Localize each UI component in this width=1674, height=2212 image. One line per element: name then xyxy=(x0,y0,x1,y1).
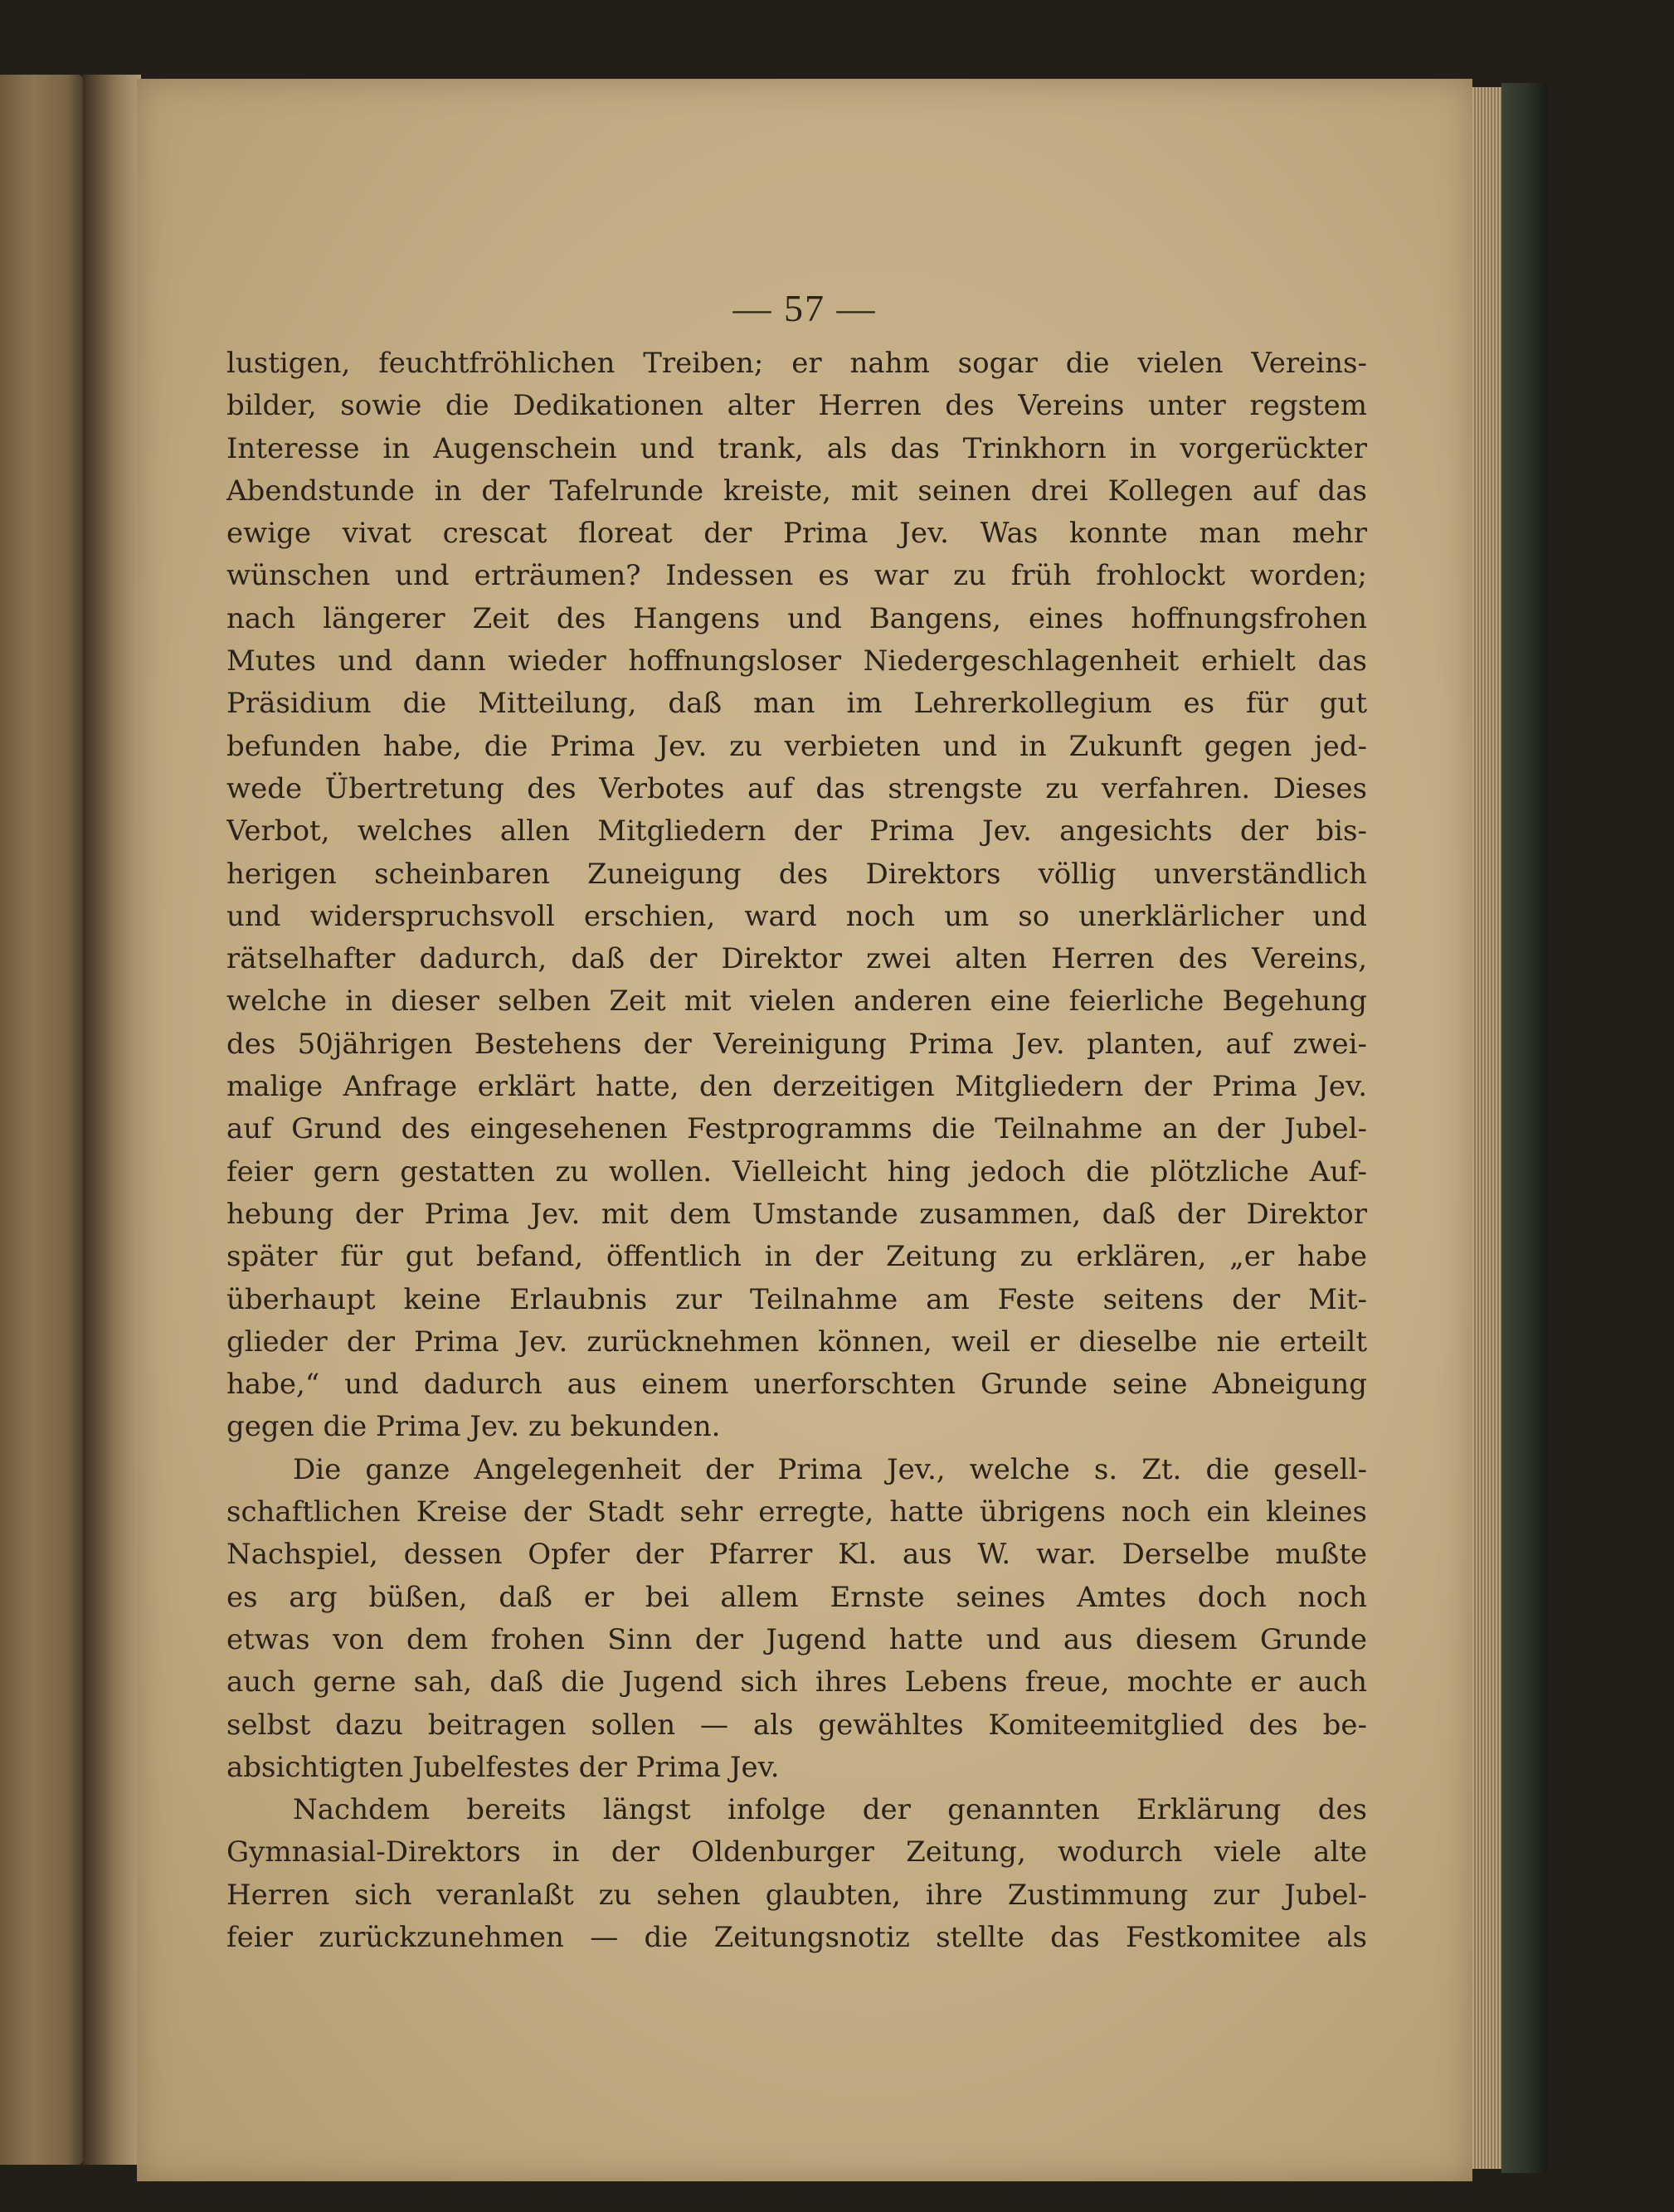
text-line: etwas von dem frohen Sinn der Jugend hatte und aus diesem Grunde xyxy=(226,1622,1367,1656)
text-line: befunden habe, die Prima Jev. zu verbieten und in Zukunft gegen jed- xyxy=(226,729,1367,763)
text-line: es arg büßen, daß er bei allem Ernste seines Amtes doch noch xyxy=(226,1580,1367,1614)
text-line: Interesse in Augenschein und trank, als das Trinkhorn in vorgerückter xyxy=(226,431,1367,465)
book-cover-edge xyxy=(1501,83,1547,2173)
text-line: feier zurückzunehmen — die Zeitungsnotiz stellte das Festkomitee als xyxy=(226,1920,1367,1954)
text-line: nach längerer Zeit des Hangens und Bangens, eines hoffnungsfrohen xyxy=(226,601,1367,635)
text-line: glieder der Prima Jev. zurücknehmen können, weil er dieselbe nie erteilt xyxy=(226,1325,1367,1359)
text-line: hebung der Prima Jev. mit dem Umstande zusammen, daß der Direktor xyxy=(226,1197,1367,1231)
text-line: auf Grund des eingesehenen Festprogramms die Teilnahme an der Jubel- xyxy=(226,1112,1367,1146)
text-line: Nachspiel, dessen Opfer der Pfarrer Kl. aus W. war. Derselbe mußte xyxy=(226,1538,1367,1572)
text-line: malige Anfrage erklärt hatte, den derzeitigen Mitgliedern der Prima Jev. xyxy=(226,1070,1367,1104)
book-gutter xyxy=(83,75,141,2165)
left-page-edge xyxy=(0,75,83,2165)
text-line: ewige vivat crescat floreat der Prima Jev. Was konnte man mehr xyxy=(226,517,1367,551)
text-line: Gymnasial-Direktors in der Oldenburger Zeitung, wodurch viele alte xyxy=(226,1835,1367,1869)
text-line: Verbot, welches allen Mitgliedern der Prima Jev. angesichts der bis- xyxy=(226,814,1367,848)
text-line: Präsidium die Mitteilung, daß man im Lehrerkollegium es für gut xyxy=(226,687,1367,721)
page-number: — 57 — xyxy=(732,287,877,329)
text-line: schaftlichen Kreise der Stadt sehr erregte, hatte übrigens noch ein kleines xyxy=(226,1495,1367,1529)
text-line: Herren sich veranlaßt zu sehen glaubten, ihre Zustimmung zur Jubel- xyxy=(226,1878,1367,1912)
text-line: Nachdem bereits längst infolge der genannten Erklärung des xyxy=(293,1793,1367,1827)
text-line: habe,“ und dadurch aus einem unerforschten Grunde seine Abneigung xyxy=(226,1368,1367,1402)
text-line: selbst dazu beitragen sollen — als gewähltes Komiteemitglied des be- xyxy=(226,1708,1367,1742)
text-line: absichtigten Jubelfestes der Prima Jev. xyxy=(226,1750,780,1784)
text-line: herigen scheinbaren Zuneigung des Direktors völlig unverständlich xyxy=(226,857,1367,891)
text-line: bilder, sowie die Dedikationen alter Herren des Vereins unter regstem xyxy=(226,389,1367,423)
text-line: Abendstunde in der Tafelrunde kreiste, mit seinen drei Kollegen auf das xyxy=(226,474,1367,508)
text-line: lustigen, feuchtfröhlichen Treiben; er nahm sogar die vielen Vereins- xyxy=(226,347,1367,380)
text-line: und widerspruchsvoll erschien, ward noch um so unerklärlicher und xyxy=(226,899,1367,933)
text-line: auch gerne sah, daß die Jugend sich ihres Lebens freue, mochte er auch xyxy=(226,1665,1367,1699)
text-line: gegen die Prima Jev. zu bekunden. xyxy=(226,1410,721,1444)
text-line: später für gut befand, öffentlich in der Zeitung zu erklären, „er habe xyxy=(226,1240,1367,1274)
page-stack-edges xyxy=(1472,87,1501,2169)
page-text xyxy=(226,343,1367,1959)
text-line: feier gern gestatten zu wollen. Vielleicht hing jedoch die plötzliche Auf- xyxy=(226,1155,1367,1189)
text-line: wede Übertretung des Verbotes auf das strengste zu verfahren. Dieses xyxy=(226,771,1367,805)
text-line: rätselhafter dadurch, daß der Direktor zwei alten Herren des Vereins, xyxy=(226,942,1367,976)
text-line: des 50jährigen Bestehens der Vereinigung Prima Jev. planten, auf zwei- xyxy=(226,1027,1367,1061)
text-line: Mutes und dann wieder hoffnungsloser Niedergeschlagenheit erhielt das xyxy=(226,644,1367,678)
text-line: welche in dieser selben Zeit mit vielen anderen eine feierliche Begehung xyxy=(226,984,1367,1018)
text-line: Die ganze Angelegenheit der Prima Jev., welche s. Zt. die gesell- xyxy=(293,1452,1367,1486)
text-line: wünschen und erträumen? Indessen es war zu früh frohlockt worden; xyxy=(226,559,1367,593)
book-page xyxy=(137,79,1472,2181)
text-line: überhaupt keine Erlaubnis zur Teilnahme am Feste seitens der Mit- xyxy=(226,1282,1367,1316)
